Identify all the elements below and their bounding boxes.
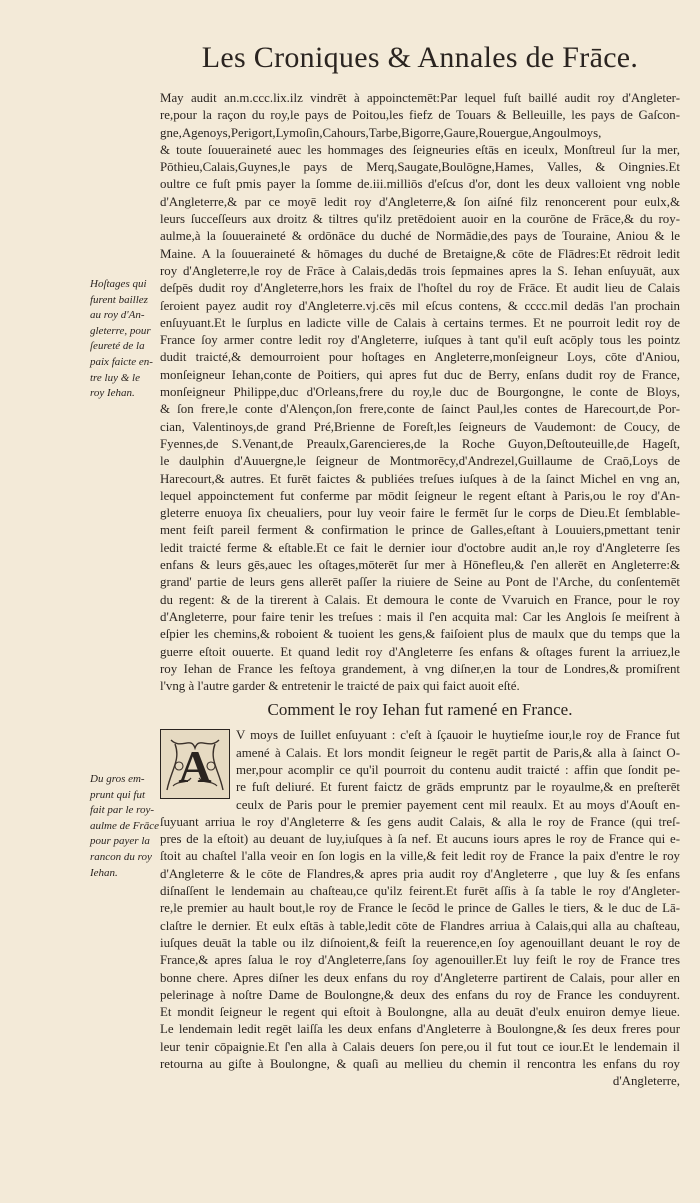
catchword: d'Angleterre, [612, 1074, 680, 1089]
text-line: ceulx de Paris pour le premier payement cent mil reaulx. Et au moys d'Aouſt en- [236, 797, 680, 812]
text-line: diſnaſſent le lendemain au chaſteau,ce qu'ilz feirent.Et furēt aſſis à ſa table le roy d'Angleter- [160, 884, 680, 899]
margin-note-line: gleterre, pour [90, 324, 151, 337]
margin-note-line: Du gros em- [90, 773, 145, 785]
text-line: cian, Valentinoys,de grand Pré,Brienne de Foreſt,les ſeigneurs de Vaudemont: de Coucy, de [160, 419, 680, 434]
text-line: May audit an.m.ccc.lix.ilz vindrēt à appoinctemēt:Par lequel fuſt baillé audit roy d'Angleter- [160, 91, 680, 105]
text-line: pres de la eſtoit) au deuant de luy,iuſques à ſa nef. Et aucuns iours apres le roy de France qui e- [160, 832, 680, 847]
text-line: l'vng à l'autre garder & entretenir le traicté de paix qui faict auoit eſté. [160, 679, 520, 694]
text-line: France,& apres ſalua le roy d'Angleterre,ſans ſoy agenouiller.Et luy feiſt le roy de France tres [160, 953, 680, 968]
text-line: monſeigneur Philippe,duc d'Orleans,frere du roy,le duc de Bourgongne, le conte de Bloys, [160, 385, 680, 400]
text-line: ment feiſt pareil ferment & confirmation le prince de Galles,eſtant à Louuiers,pmettant tenir [160, 523, 680, 538]
text-line: enſuyuant.Et le ſurplus en ladicte ville de Calais à certains termes. Et ne pourroit ledit roy de [160, 315, 680, 330]
margin-note-line: rancon du roy [90, 850, 152, 863]
text-line: & ſon frere,le conte d'Alençon,ſon frere,conte de ſainct Paul,les contes de Harecourt,de Por- [160, 402, 680, 417]
section-heading: Comment le roy Iehan fut ramené en France. [267, 700, 573, 720]
text-line: guerre eſtoit ouuerte. Et quand ledit roy d'Angleterre ſes enfans & oſtages furent la arriuez,le [160, 644, 680, 659]
text-line: amené à Calais. Et lors mondit ſeigneur le regēt partit de Paris,& alla à ſainct O- [236, 745, 680, 760]
text-line: d'Angleterre, pour faire tenir les treſues : mais il ſ'en acquita mal: Car les Anglois ſe meiſrent à [160, 609, 680, 624]
margin-note-line: pour payer la [90, 835, 150, 848]
text-line: bonne chere. Apres diſner les deux enfans du roy d'Angleterre partirent de Calais, pour aller en [160, 970, 680, 985]
margin-note-loan [90, 772, 160, 881]
text-line: d'Angleterre,& par ce moyē ledit roy d'Angleterre,& ſon aiſné filz renoncerent pour eulx,& [160, 194, 680, 209]
margin-note-line: tre luy & le [90, 371, 140, 384]
text-line: & toute ſouueraineté auec les hommages des ſeigneuries eſtās en iceulx, Monſtreul ſur la mer, [160, 142, 680, 157]
text-line: ſuyuant arriua le roy d'Angleterre & ſes gens audit Calais, & alla le roy de France (qui treſ- [160, 814, 680, 829]
margin-note-line: Iehan. [90, 866, 118, 879]
text-line: d'Angleterre & le cōte de Flandres,& apres pria audit roy d'Angleterre , que luy & ſes enfans [160, 866, 680, 881]
text-line: du regent: & de la tirerent à Calais. Et demoura le conte de Vvaruich en France, pour le roy [160, 592, 680, 607]
margin-note-line: ſeureté de la [90, 340, 145, 353]
paragraph-return [160, 727, 680, 1090]
text-line: re,pour la raçon du roy,le pays de Poitou,les fiefz de Touars & Belleuille, les pays de Gaſcon- [160, 108, 680, 123]
text-line: oultre ce fuſt pmis payer la ſomme de.iii.milliōs d'eſcus d'or, dont les deux valloient vng noble [160, 177, 680, 192]
text-line: Pōthieu,Calais,Guynes,le pays de Merq,Saugate,Boulōgne,Hames, Valles, & Oingnies.Et [160, 160, 680, 175]
margin-note-line: furent baillez [90, 293, 148, 306]
text-line: roy d'Angleterre,le roy de Frāce à Calais,dedās trois ſepmaines apres la S. Iehan enſuyuāt, aux [160, 263, 680, 278]
text-line: lequel appoinctement fut conferme par mōdit ſeigneur le regent eſtant à Paris,ou le roy d'An- [160, 488, 680, 503]
text-line: monſeigneur Iehan,conte de Poitiers, qui apres fut duc de Berry, enſans dudit roy de France, [160, 367, 680, 382]
margin-note-hostages [90, 277, 156, 402]
text-line: leurs ſucceſſeurs aux droitz & tiltres qu'ilz pretēdoient auoir en la courōne de Frāce,& du roy- [160, 212, 680, 227]
decorated-initial [160, 729, 230, 799]
text-line: Fyennes,de S.Venant,de Preaulx,Garencieres,de la Roche Guyon,Deſtouteuille,de Hageſt, [160, 436, 680, 451]
text-line: eſpier les chemins,& roboient & tuoient les gens,& faiſoient plus de maulx que du temps que la [160, 627, 680, 642]
text-line: re fuſt deliuré. Et furent faictz de grāds empruntz par le royaulme,& en preſterēt [236, 780, 680, 795]
text-line: roy Iehan de France les feſtoya grandement, à vng diſner,en la tour de Londres,& promiſrent [160, 661, 680, 676]
text-line: enfans & leurs gēs,auec les oſtages,mōterēt ſur mer à Hōnefleu,& ſ'en allerēt en Angleterre:& [160, 558, 680, 573]
text-line: ſtoit au chaſtel l'alla veoir en ſon logis en la ville,& feit ledit roy de France la paix d'entre le roy [160, 849, 680, 864]
text-line: aulme,à la ſouueraineté & ordōnāce du duché de Normādie,des pays de Touraine, Aniou & le [160, 229, 680, 244]
text-line: le daulphin d'Auuergne,le ſeigneur de Montmorēcy,d'Andrezel,Guillaume de Craō,Loys de [160, 454, 680, 469]
text-line: V moys de Iuillet enſuyuant : c'eſt à ſçauoir le huytieſme iour,le roy de France fut [236, 728, 680, 743]
text-line: leur tenir cōpaignie.Et ſ'en alla à Calais deuers ſon pere,ou il fut tout ce iour.Et le lendemain il [160, 1039, 680, 1054]
text-line: Harecourt,& autres. Et furēt faictes & publiées treſues iuſques à de la ſainct Michel en vng an, [160, 471, 680, 486]
text-line: Le lendemain ledit regēt laiſſa les deux enfans d'Angleterre à Boulongne,& ſes deux freres pour [160, 1022, 680, 1037]
text-line: retourna au giſte à Boulongne, & quaſi au mellieu du chemin il rencontra les enfans du roy [160, 1057, 680, 1072]
margin-note-line: au roy d'An- [90, 309, 145, 322]
text-line: ledit traicté ferme & eſtable.Et ce fait le dernier iour d'octobre audit an,le roy d'Angleterre ſes [160, 540, 680, 555]
margin-note-line: paix faicte en- [90, 355, 153, 368]
margin-note-line: prunt qui fut [90, 788, 146, 801]
text-line: France ſoy armer contre ledit roy d'Angleterre, iuſques à tant qu'il euſt acōply tous les pointz [160, 333, 680, 348]
decorated-initial-icon [161, 730, 229, 798]
text-line: Et mondit ſeigneur le regent qui eſtoit à Boulongne, alla au deuāt d'eulx enuiron demye lieue. [160, 1005, 680, 1020]
running-title: Les Croniques & Annales de Frāce. [201, 41, 639, 74]
main-text-column [160, 90, 680, 1091]
paragraph-treaty [160, 90, 680, 695]
margin-note-line: fait par le roy- [90, 804, 155, 817]
text-line: re,le premier au hault bout,le roy de France le ſecōd le prince de Galles le tiers, & le duc de Lā- [160, 901, 680, 916]
text-line: claſtre le dernier. Et eulx eſtās à table,ledit cōte de Flandres arriua à Calais,qui alla au chaſteau, [160, 918, 680, 933]
text-line: gne,Agenoys,Perigort,Lymoſin,Cahours,Tarbe,Bigorre,Gaure,Rouergue,Angoulmoys, [160, 125, 602, 140]
text-line: iuſques deuāt la table ou ilz diſnoient,& feiſt la reuerence,en ſoy agenouillant deuant le roy de [160, 935, 680, 950]
text-line: pelerinage à noſtre Dame de Boulongne,& deux des enfans du roy de France les conduyrent. [160, 987, 680, 1002]
text-line: Maine. A la ſouueraineté & hōmages du duché de Bretaigne,& cōte de Flādres:Et rēdroit ledit [160, 246, 680, 261]
margin-note-line: Hoſtages qui [90, 278, 147, 290]
text-line: gleterre enuoya ſix cheualiers, pour luy veoir faire le fermēt ſur le corps de Dieu.Et ſemblable- [160, 506, 680, 521]
text-line: deſpēs dudit roy d'Angleterre,hors les fraix de l'hoſtel du roy de Frāce. Et audit lieu de Calais [160, 281, 680, 296]
text-line: dudit traicté,& demourroient pour hoſtages en Angleterre,monſeigneur Loys, cōte d'Aniou, [160, 350, 680, 365]
text-line: ſeroient payez audit roy d'Angleterre.vj.cēs mil eſcus contens, & cccc.mil dedās l'an prochain [160, 298, 680, 313]
margin-note-line: roy Iehan. [90, 387, 135, 400]
margin-note-line: aulme de Frāce [90, 819, 160, 832]
initial-letter: A [178, 741, 212, 793]
text-line: grand' partie de leurs gens allerēt paſſer la riuiere de Seine au Pont de l'Arche, du conſentemēt [160, 575, 680, 590]
text-line: mer,pour acomplir ce qu'il pourroit du contenu audit traicté : affin que ſondit pe- [236, 762, 680, 777]
